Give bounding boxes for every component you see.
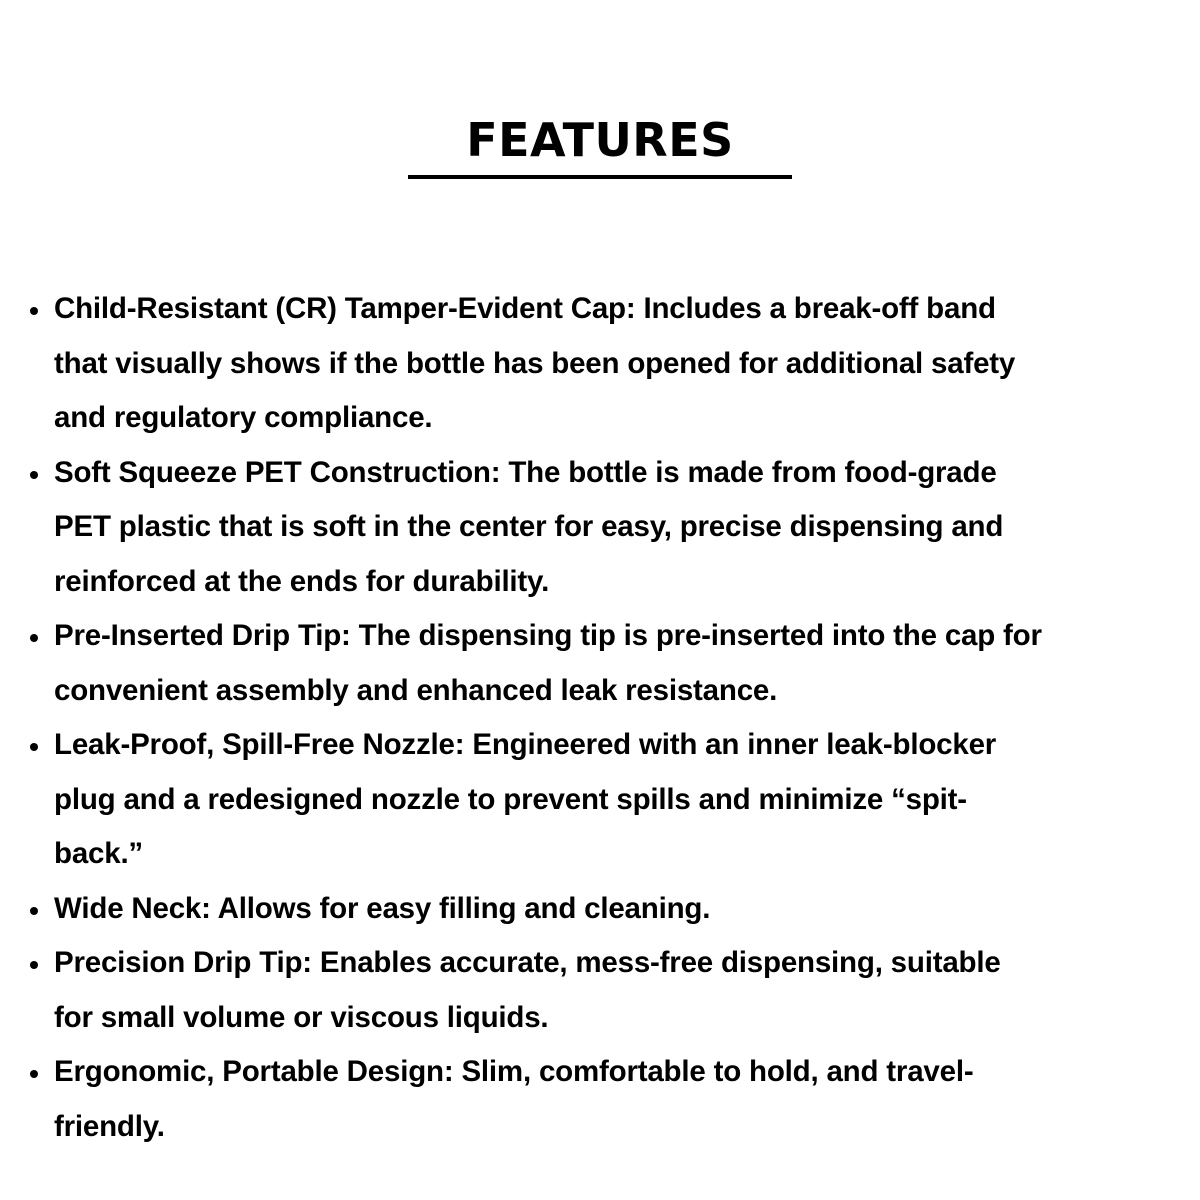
feature-text-line: plug and a redesigned nozzle to prevent spills and minimize “spit- [54,782,967,816]
feature-text-line: reinforced at the ends for durability. [54,564,550,598]
page-title: FEATURES [466,113,734,167]
feature-text-line: and regulatory compliance. [54,401,433,434]
feature-item-wide-neck [0,882,1200,937]
feature-text-line: Precision Drip Tip: Enables accurate, mess-free dispensing, suitable [54,946,1001,979]
feature-item-cr-cap [0,282,1200,446]
feature-item-ergonomic-design [0,1045,1200,1154]
features-list [0,282,1200,1154]
feature-item-pre-inserted-tip [0,609,1200,718]
bullet-icon [30,961,38,969]
feature-item-precision-tip [0,936,1200,1045]
bullet-icon [30,743,38,751]
feature-text-line: Leak-Proof, Spill-Free Nozzle: Engineered with an inner leak-blocker [54,728,997,761]
feature-text-line: Ergonomic, Portable Design: Slim, comfortable to hold, and travel- [54,1055,974,1088]
feature-item-pet-construction [0,446,1200,610]
feature-text-line: for small volume or viscous liquids. [54,1000,549,1034]
bullet-icon [30,471,38,479]
feature-text-line: that visually shows if the bottle has been opened for additional safety [54,346,1016,380]
feature-text-line: Wide Neck: Allows for easy filling and cleaning. [54,891,711,925]
feature-text-line: back.” [54,837,143,870]
header [0,112,1200,168]
title-underline-divider [408,175,792,179]
feature-item-leak-proof-nozzle [0,718,1200,882]
bullet-icon [30,307,38,315]
feature-text-line: PET plastic that is soft in the center for easy, precise dispensing and [54,510,1004,543]
feature-text-line: convenient assembly and enhanced leak resistance. [54,673,778,707]
bullet-icon [30,907,38,915]
bullet-icon [30,634,38,642]
bullet-icon [30,1070,38,1078]
feature-text-line: Soft Squeeze PET Construction: The bottle is made from food-grade [54,455,997,489]
feature-text-line: friendly. [54,1109,165,1143]
feature-text-line: Pre-Inserted Drip Tip: The dispensing tip is pre-inserted into the cap for [54,619,1042,652]
feature-text-line: Child-Resistant (CR) Tamper-Evident Cap: Includes a break-off band [54,292,996,325]
